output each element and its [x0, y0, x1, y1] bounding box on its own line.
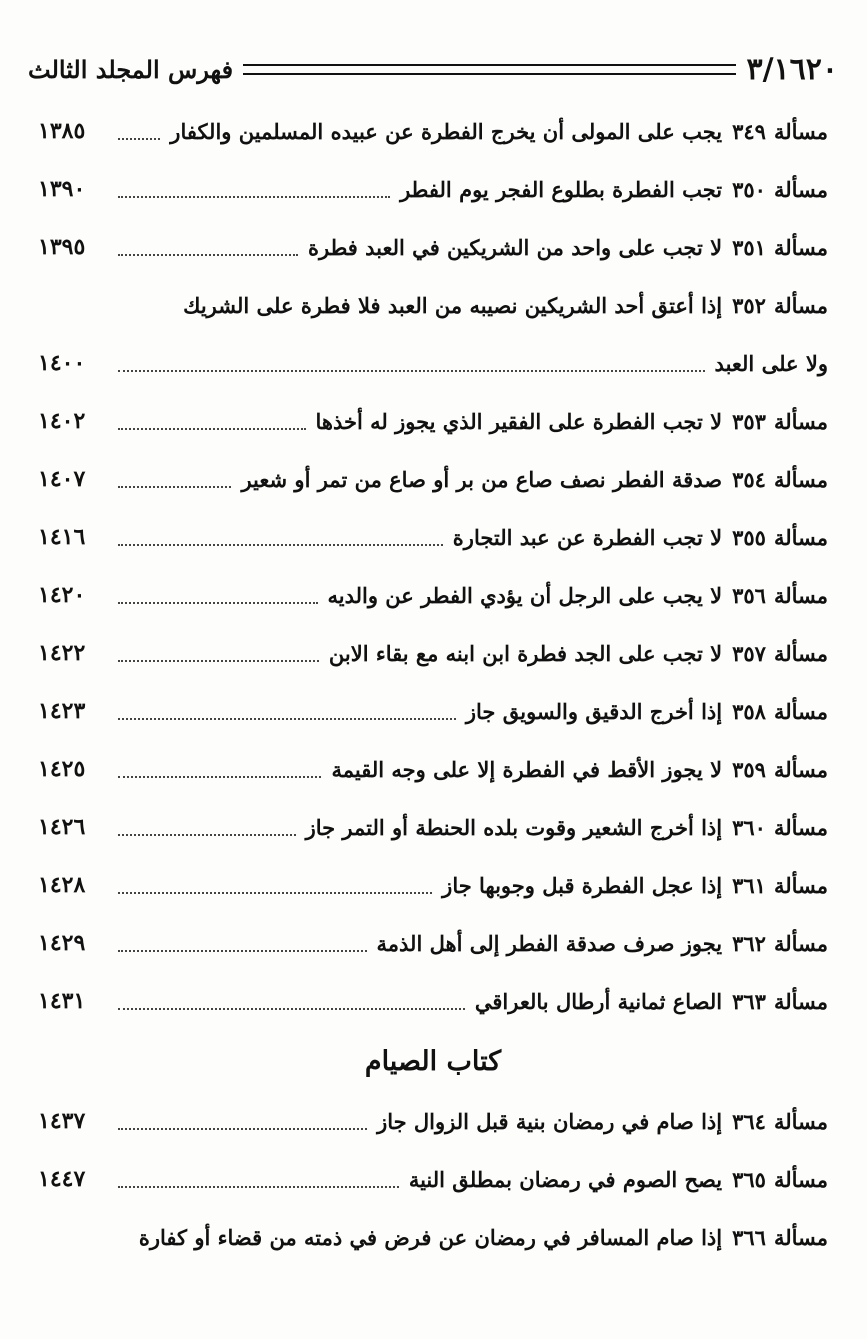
- entry-page-number: ١٤٣١: [38, 988, 86, 1014]
- dot-leader: [118, 370, 705, 372]
- dot-leader: [118, 254, 298, 256]
- entry-word: مسألة: [773, 814, 828, 840]
- index-entry: [38, 682, 828, 740]
- entry-page-number: ١٤٢٨: [38, 872, 86, 898]
- entry-label: [400, 177, 828, 202]
- entry-label: [466, 699, 828, 724]
- entry-text: الصاع ثمانية أرطال بالعراقي: [474, 988, 723, 1014]
- entry-page-number: ١٤١٦: [38, 524, 86, 550]
- dot-leader: [118, 486, 231, 488]
- entry-word: مسألة: [773, 698, 828, 724]
- dot-leader: [118, 892, 432, 894]
- entry-label: [715, 351, 828, 376]
- index-entry: [38, 740, 828, 798]
- entry-number: ٣٥٤: [732, 466, 766, 492]
- entry-word: مسألة: [773, 176, 828, 202]
- entry-text: يجب على المولى أن يخرج الفطرة عن عبيده المسلمين والكفار: [170, 118, 723, 144]
- index-entry: [38, 1092, 828, 1150]
- index-entry: [38, 798, 828, 856]
- entry-number: ٣٦٥: [732, 1166, 766, 1192]
- entry-text: لا تجب على الجد فطرة ابن ابنه مع بقاء الابن: [328, 640, 723, 666]
- entry-word: مسألة: [773, 988, 828, 1014]
- entry-word: مسألة: [773, 466, 828, 492]
- dot-leader: [118, 428, 306, 430]
- entry-text: لا تجب الفطرة عن عبد التجارة: [452, 524, 723, 550]
- index-entry: [38, 972, 828, 1030]
- page-header: [28, 44, 838, 94]
- entry-word: مسألة: [773, 1224, 828, 1250]
- entry-label: [442, 873, 828, 898]
- entry-text: إذا أخرج الدقيق والسويق جاز: [465, 698, 723, 724]
- entry-label: [306, 815, 828, 840]
- entry-number: ٣٥١: [732, 234, 766, 260]
- entry-page-number: ١٤٠٢: [38, 408, 86, 434]
- entry-word: مسألة: [773, 234, 828, 260]
- entry-word: مسألة: [773, 756, 828, 782]
- entry-text: لا يجب على الرجل أن يؤدي الفطر عن والديه: [327, 582, 723, 608]
- entry-text: إذا أخرج الشعير وقوت بلده الحنطة أو التمر جاز: [305, 814, 723, 840]
- dot-leader: [118, 1128, 367, 1130]
- entry-text: إذا عجل الفطرة قبل وجوبها جاز: [442, 872, 723, 898]
- entry-page-number: ١٤٠٠: [38, 350, 86, 376]
- entry-label: [331, 757, 828, 782]
- entry-word: مسألة: [773, 524, 828, 550]
- entry-page-number: ١٤٢٠: [38, 582, 86, 608]
- dot-leader: [118, 834, 296, 836]
- entry-text: إذا صام في رمضان بنية قبل الزوال جاز: [377, 1108, 723, 1134]
- dot-leader: [118, 602, 318, 604]
- page-number: ٣/١٦٢٠: [746, 51, 838, 87]
- index-entries: [38, 102, 828, 1266]
- index-entry: [38, 334, 828, 392]
- index-entry: [38, 914, 828, 972]
- entry-page-number: ١٣٩٥: [38, 234, 86, 260]
- index-entry: [38, 624, 828, 682]
- dot-leader: [118, 776, 321, 778]
- entry-label: [377, 1109, 828, 1134]
- entry-text: يجوز صرف صدقة الفطر إلى أهل الذمة: [376, 930, 723, 956]
- entry-label: [170, 119, 828, 144]
- entry-page-number: ١٣٨٥: [38, 118, 86, 144]
- entry-page-number: ١٤٣٧: [38, 1108, 86, 1134]
- entry-page-number: ١٤٢٥: [38, 756, 86, 782]
- entry-text: لا يجوز الأقط في الفطرة إلا على وجه القيمة: [331, 756, 723, 782]
- entry-page-number: ١٤٤٧: [38, 1166, 86, 1192]
- entry-word: مسألة: [773, 118, 828, 144]
- entry-number: ٣٥٨: [732, 698, 766, 724]
- running-title: فهرس المجلد الثالث: [28, 54, 234, 84]
- index-entry: [38, 160, 828, 218]
- index-entry: [38, 102, 828, 160]
- header-rule: [243, 64, 736, 75]
- entry-label: [475, 989, 828, 1014]
- entry-text: يصح الصوم في رمضان بمطلق النية: [408, 1166, 723, 1192]
- index-entry: [38, 276, 828, 334]
- dot-leader: [118, 660, 319, 662]
- index-entry: [38, 1208, 828, 1266]
- index-entry: [38, 1150, 828, 1208]
- dot-leader: [118, 138, 160, 140]
- entry-number: ٣٥٧: [732, 640, 766, 666]
- entry-text: لا تجب الفطرة على الفقير الذي يجوز له أخذها: [315, 408, 723, 434]
- entry-number: ٣٥٦: [732, 582, 766, 608]
- index-part-siyam: [38, 1092, 828, 1266]
- index-entry: [38, 392, 828, 450]
- dot-leader: [118, 196, 390, 198]
- entry-number: ٣٦٠: [732, 814, 766, 840]
- entry-label: [329, 641, 828, 666]
- entry-word: مسألة: [773, 872, 828, 898]
- entry-label: [328, 583, 829, 608]
- index-part-zakat: [38, 102, 828, 1030]
- entry-word: مسألة: [773, 408, 828, 434]
- entry-text: لا تجب على واحد من الشريكين في العبد فطرة: [307, 234, 723, 260]
- entry-label: [308, 235, 828, 260]
- section-heading: كتاب الصيام: [364, 1045, 502, 1077]
- index-entry: [38, 508, 828, 566]
- dot-leader: [118, 718, 456, 720]
- entry-number: ٣٦٣: [732, 988, 766, 1014]
- entry-number: ٣٥٠: [732, 176, 766, 202]
- dot-leader: [118, 544, 443, 546]
- entry-number: ٣٥٥: [732, 524, 766, 550]
- entry-page-number: ١٤٠٧: [38, 466, 86, 492]
- entry-label: [409, 1167, 828, 1192]
- entry-label: [183, 293, 828, 318]
- entry-number: ٣٦٢: [732, 930, 766, 956]
- entry-text: صدقة الفطر نصف صاع من بر أو صاع من تمر أو شعير: [241, 466, 723, 492]
- entry-label: [453, 525, 828, 550]
- index-entry: [38, 566, 828, 624]
- entry-page-number: ١٣٩٠: [38, 176, 86, 202]
- entry-page-number: ١٤٢٦: [38, 814, 86, 840]
- index-entry: [38, 856, 828, 914]
- entry-number: ٣٦٤: [732, 1108, 766, 1134]
- entry-number: ٣٤٩: [732, 118, 766, 144]
- entry-label: [139, 1225, 828, 1250]
- entry-number: ٣٥٣: [732, 408, 766, 434]
- entry-text: ولا على العبد: [714, 350, 828, 376]
- entry-page-number: ١٤٢٩: [38, 930, 86, 956]
- entry-word: مسألة: [773, 1108, 828, 1134]
- entry-number: ٣٥٢: [732, 292, 766, 318]
- entry-text: تجب الفطرة بطلوع الفجر يوم الفطر: [400, 176, 723, 202]
- entry-text: إذا أعتق أحد الشريكين نصيبه من العبد فلا فطرة على الشريك: [183, 292, 723, 318]
- entry-label: [241, 467, 828, 492]
- entry-number: ٣٥٩: [732, 756, 766, 782]
- entry-word: مسألة: [773, 582, 828, 608]
- entry-word: مسألة: [773, 640, 828, 666]
- dot-leader: [118, 950, 367, 952]
- entry-word: مسألة: [773, 292, 828, 318]
- entry-page-number: ١٤٢٣: [38, 698, 86, 724]
- entry-label: [377, 931, 828, 956]
- dot-leader: [118, 1008, 465, 1010]
- dot-leader: [118, 1186, 399, 1188]
- entry-text: إذا صام المسافر في رمضان عن فرض في ذمته من قضاء أو كفارة: [138, 1224, 723, 1250]
- entry-number: ٣٦١: [732, 872, 766, 898]
- index-entry: [38, 450, 828, 508]
- index-entry: [38, 218, 828, 276]
- entry-word: مسألة: [773, 930, 828, 956]
- entry-word: مسألة: [773, 1166, 828, 1192]
- entry-page-number: ١٤٢٢: [38, 640, 86, 666]
- entry-label: [316, 409, 829, 434]
- entry-number: ٣٦٦: [732, 1224, 766, 1250]
